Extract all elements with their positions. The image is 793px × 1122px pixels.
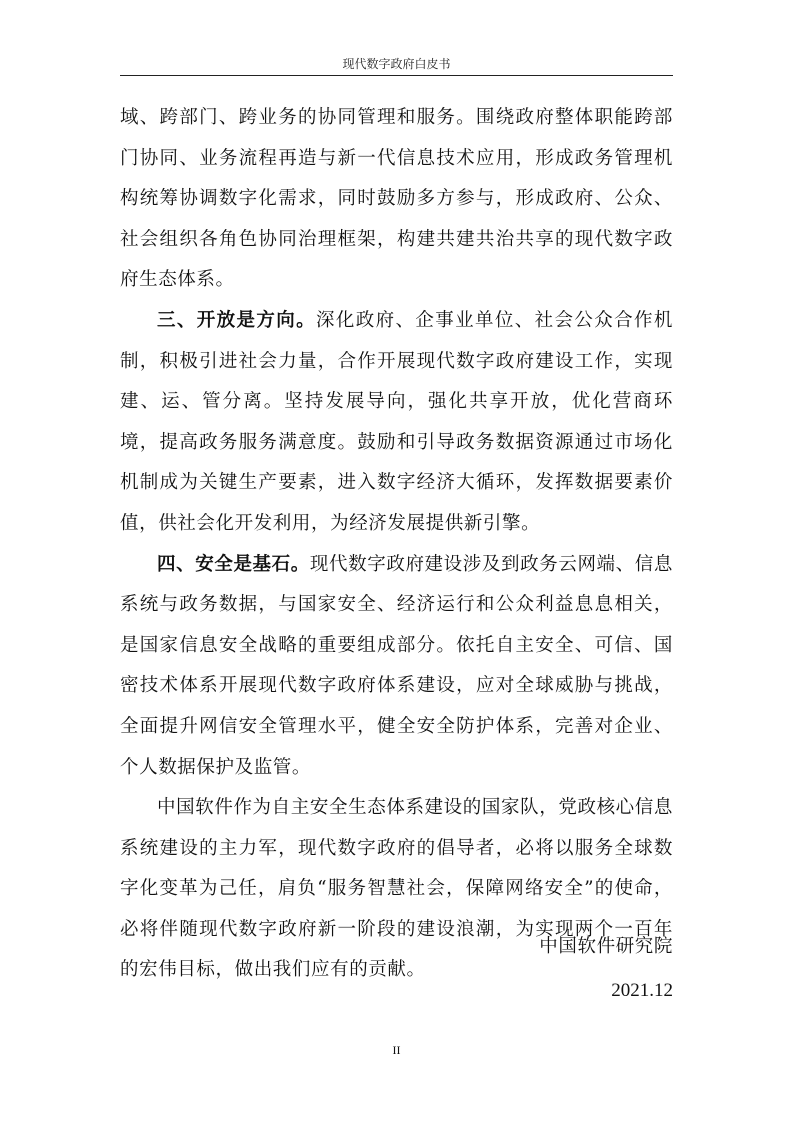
header-rule — [120, 75, 673, 76]
paragraph-text: 中国软件作为自主安全生态体系建设的国家队，党政核心信息系统建设的主力军，现代数字政府的倡导者，必将以服务全球数字化变革为己任，肩负“服务智慧社会，保障网络安全”的使命，必将伴随现代数字政府新一阶段的建设浪潮，为实现两个一百年的宏伟目标，做出我们应有的贡献。 — [120, 797, 673, 981]
paragraph-security — [120, 545, 673, 789]
signature-date: 2021.12 — [611, 980, 673, 1001]
paragraph-continuation — [120, 98, 673, 301]
body-text — [120, 98, 673, 991]
paragraph-text: 深化政府、企事业单位、社会公众合作机制，积极引进社会力量，合作开展现代数字政府建设工作，实现建、运、管分离。坚持发展导向，强化共享开放，优化营商环境，提高政务服务满意度。鼓励和引导政务数据资源通过市场化机制成为关键生产要素，进入数字经济大循环，发挥数据要素价值，供社会化开发利用，为经济发展提供新引擎。 — [120, 309, 673, 534]
paragraph-openness — [120, 301, 673, 545]
paragraph-text: 现代数字政府建设涉及到政务云网端、信息系统与政务数据，与国家安全、经济运行和公众利益息息相关，是国家信息安全战略的重要组成部分。依托自主安全、可信、国密技术体系开展现代数字政府体系建设，应对全球威胁与挑战，全面提升网信安全管理水平，健全安全防护体系，完善对企业、个人数据保护及监管。 — [120, 553, 673, 778]
signature-organization: 中国软件研究院 — [539, 936, 673, 957]
paragraph-lead-heading: 三、开放是方向。 — [157, 309, 317, 331]
page-number: II — [392, 1043, 401, 1057]
running-header-title: 现代数字政府白皮书 — [342, 57, 451, 71]
paragraph-lead-heading: 四、安全是基石。 — [157, 553, 310, 575]
paragraph-text: 域、跨部门、跨业务的协同管理和服务。围绕政府整体职能跨部门协同、业务流程再造与新一代信息技术应用，形成政务管理机构统筹协调数字化需求，同时鼓励多方参与，形成政府、公众、社会组织各角色协同治理框架，构建共建共治共享的现代数字政府生态体系。 — [120, 107, 673, 291]
